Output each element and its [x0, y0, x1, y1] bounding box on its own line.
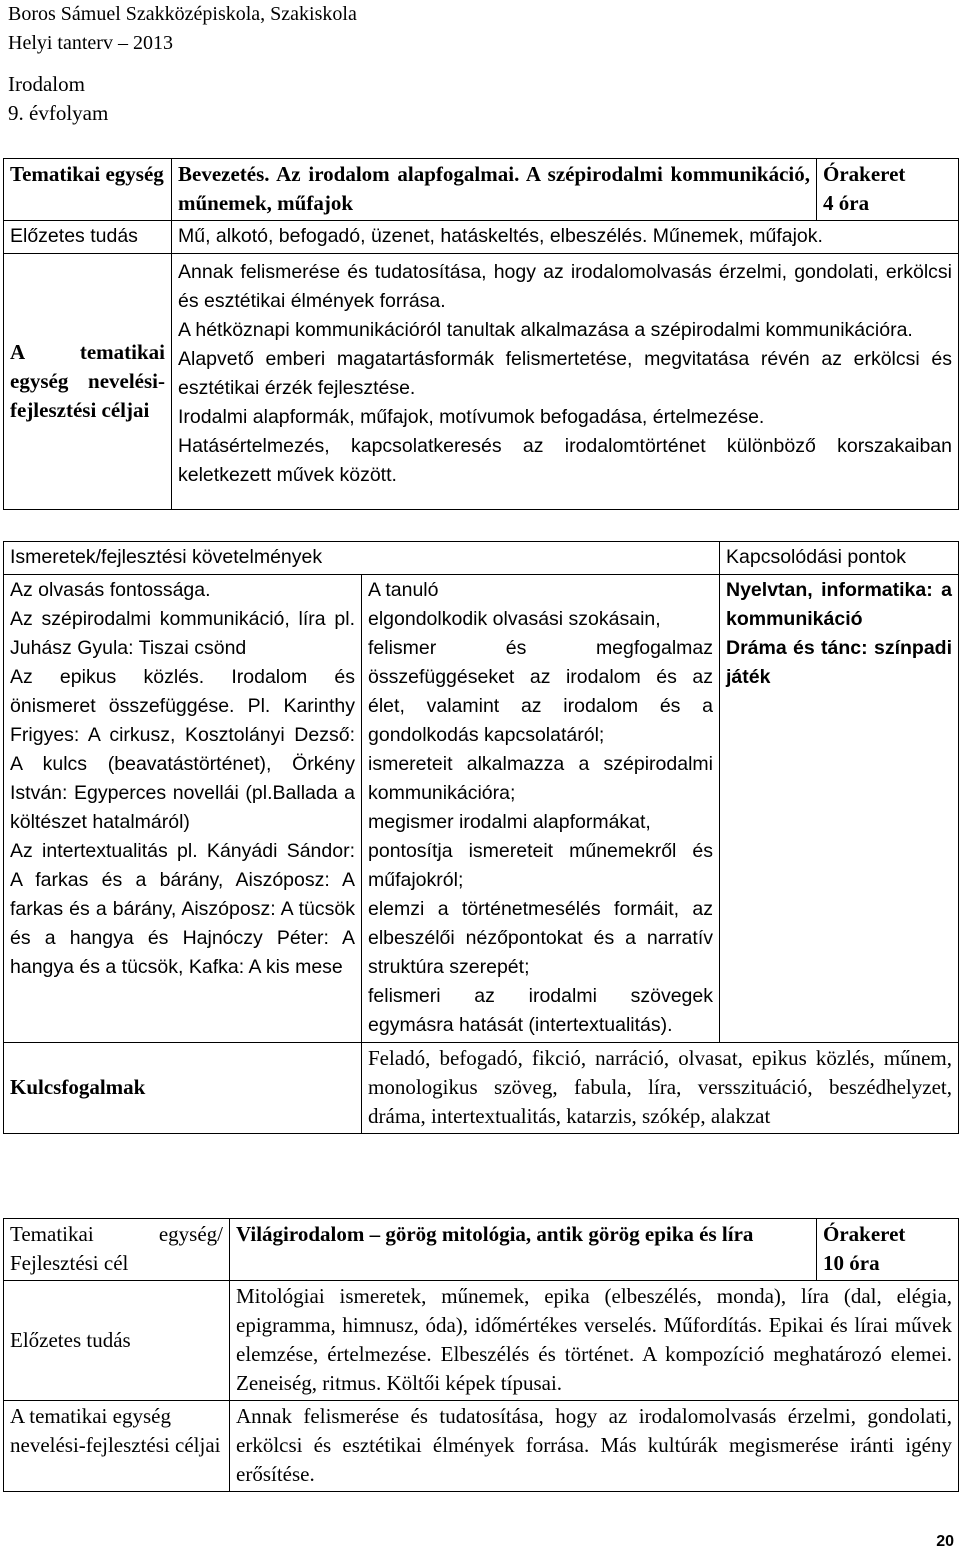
subject-block	[8, 70, 108, 128]
key-terms-row	[4, 1043, 959, 1134]
unit2-goals-label: A tematikai egység nevelési-fejlesztési céljai	[4, 1401, 230, 1492]
link-item: Dráma és tánc: színpadi játék	[726, 637, 952, 688]
unit2-hours-label: Órakeret	[823, 1222, 906, 1246]
student-item: felismeri az irodalmi szövegek egymásra hatását (intertextualitás).	[368, 985, 713, 1036]
unit2-hours: 10 óra	[823, 1251, 880, 1275]
student-item: ismereteit alkalmazza a szépirodalmi kommunikációra;	[368, 753, 713, 804]
unit1-goal-item: Alapvető emberi magatartásformák felismertetése, megvitatása révén az erkölcsi és esztétikai érzék fejlesztése.	[178, 348, 952, 399]
unit1-goal-item: Annak felismerése és tudatosítása, hogy az irodalomolvasás érzelmi, gondolati, erkölcsi és esztétikai élmények forrása.	[178, 261, 952, 312]
requirements-table	[3, 541, 959, 1134]
unit1-goal-item: Irodalmi alapformák, műfajok, motívumok befogadása, értelmezése.	[178, 406, 765, 428]
unit2-goals-row	[4, 1401, 959, 1492]
unit2-topic-row	[4, 1219, 959, 1281]
unit2-hours-cell	[817, 1219, 959, 1281]
student-item: megismer irodalmi alapformákat,	[368, 811, 651, 833]
unit1-goal-item: Hatásértelmezés, kapcsolatkeresés az irodalomtörténet különböző korszakaiban keletkezett művek között.	[178, 435, 952, 486]
links-cell	[720, 575, 959, 1043]
page-number: 20	[936, 1533, 954, 1550]
key-terms: Feladó, befogadó, fikció, narráció, olvasat, epikus közlés, műnem, monologikus szöveg, fabula, líra, versszituáció, beszédhelyzet, dráma, intertextualitás, katarzis, szókép, alakzat	[362, 1043, 959, 1134]
knowledge-cell	[4, 575, 362, 1043]
student-cell	[362, 575, 720, 1043]
knowledge-item: Az olvasás fontossága.	[10, 579, 211, 601]
unit1-prior: Mű, alkotó, befogadó, üzenet, hatáskeltés, elbeszélés. Műnemek, műfajok.	[172, 221, 959, 254]
unit1-prior-row	[4, 221, 959, 254]
student-item: elemzi a történetmesélés formáit, az elbeszélői nézőpontokat és a narratív struktúra szerepét;	[368, 898, 713, 978]
unit1-hours-label: Órakeret	[823, 162, 906, 186]
knowledge-item: Az epikus közlés. Irodalom és önismeret összefüggése. Pl. Karinthy Frigyes: A cirkusz, Kosztolányi Dezső: A kulcs (beavatástörténet), Örkény István: Egyperces novellái (pl.Ballada a költészet hatalmáról)	[10, 666, 355, 833]
student-item: elgondolkodik olvasási szokásain,	[368, 608, 661, 630]
curriculum-year: Helyi tanterv – 2013	[8, 32, 173, 54]
unit2-prior-row	[4, 1281, 959, 1401]
page-header	[8, 0, 357, 58]
student-item: felismer és megfogalmaz összefüggéseket az irodalom és az élet, valamint az irodalom és a gondolkodás kapcsolatáról;	[368, 637, 713, 746]
unit1-goals-row	[4, 254, 959, 510]
knowledge-item: Az intertextualitás pl. Kányádi Sándor: A farkas és a bárány, Aiszóposz: A farkas és a bárány, Aiszóposz: A tücsök és a hangya és Hajnóczy Péter: A hangya és a tücsök, Kafka: A kis mese	[10, 840, 355, 978]
unit1-hours: 4 óra	[823, 191, 870, 215]
unit2-prior: Mitológiai ismeretek, műnemek, epika (elbeszélés, monda), líra (dal, elégia, epigramma, himnusz, óda), időmértékes verselés. Műfordítás. Epikai és lírai művek elemzése, értelmezése. Elbeszélés és történet. A kompozíció meghatározó elemei. Zeneiség, ritmus. Költői képek típusai.	[230, 1281, 959, 1401]
unit1-goals	[172, 254, 959, 510]
unit1-topic-row	[4, 159, 959, 221]
requirements-header: Ismeretek/fejlesztési követelmények	[4, 542, 720, 575]
unit1-prior-label: Előzetes tudás	[4, 221, 172, 254]
unit1-table	[3, 158, 959, 510]
unit2-title: Világirodalom – görög mitológia, antik görög epika és líra	[230, 1219, 817, 1281]
unit1-goal-item: A hétköznapi kommunikációról tanultak alkalmazása a szépirodalmi kommunikációra.	[178, 319, 913, 341]
knowledge-item: Az szépirodalmi kommunikáció, líra pl. Juhász Gyula: Tiszai csönd	[10, 608, 355, 659]
grade-label: 9. évfolyam	[8, 101, 109, 125]
key-terms-label: Kulcsfogalmak	[4, 1043, 362, 1134]
unit2-prior-label: Előzetes tudás	[4, 1281, 230, 1401]
school-name: Boros Sámuel Szakközépiskola, Szakiskola	[8, 3, 357, 25]
unit2-goals: Annak felismerése és tudatosítása, hogy az irodalomolvasás érzelmi, gondolati, erkölcsi és esztétikai élmények forrása. Más kultúrák megismerése iránti igény erősítése.	[230, 1401, 959, 1492]
unit1-topic-label: Tematikai egység	[4, 159, 172, 221]
unit1-hours-cell	[817, 159, 959, 221]
student-intro: A tanuló	[368, 579, 439, 601]
requirements-content-row	[4, 575, 959, 1043]
subject-name: Irodalom	[8, 72, 85, 96]
unit2-table	[3, 1218, 959, 1492]
link-item: Nyelvtan, informatika: a kommunikáció	[726, 579, 952, 630]
unit1-goals-label: A tematikai egység nevelési-fejlesztési céljai	[4, 254, 172, 510]
student-item: pontosítja ismereteit műnemekről és műfajokról;	[368, 840, 713, 891]
requirements-header-row	[4, 542, 959, 575]
links-header: Kapcsolódási pontok	[720, 542, 959, 575]
unit2-topic-label: Tematikai egység/ Fejlesztési cél	[4, 1219, 230, 1281]
unit1-title: Bevezetés. Az irodalom alapfogalmai. A szépirodalmi kommunikáció, műnemek, műfajok	[172, 159, 817, 221]
